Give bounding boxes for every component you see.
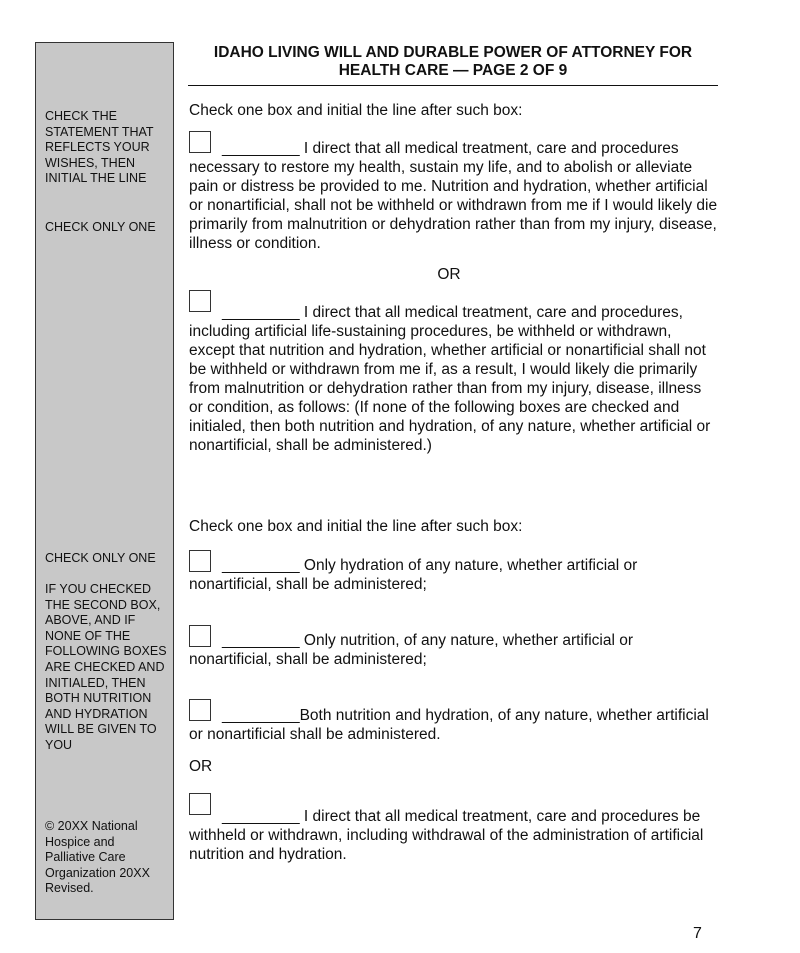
withhold-all-text: _________ I direct that all medical treatment, care and procedures be withheld or withdrawn, including withdrawal of the administration of artificial nutrition and hydration. xyxy=(189,808,704,863)
sidebar-note-check-only-one: CHECK ONLY ONE xyxy=(45,220,156,234)
sidebar-note-second-box: IF YOU CHECKED THE SECOND BOX, ABOVE, AND IF NONE OF THE FOLLOWING BOXES ARE CHECKED AND INITIALED, THEN BOTH NUTRITION AND HYDRATION WILL BE GIVEN TO YOU xyxy=(45,582,167,752)
page-title-line1: IDAHO LIVING WILL AND DURABLE POWER OF ATTORNEY FOR xyxy=(213,44,693,61)
copyright-notice: © 20XX National Hospice and Palliative Care Organization 20XX Revised. xyxy=(45,819,150,896)
or-separator-1: OR xyxy=(437,266,461,283)
option1-text: _________ I direct that all medical treatment, care and procedures necessary to restore my health, sustain my life, and to abolish or alleviate pain or distress be provided to me. Nutrition and hydration, whether artificial or nonartificial, shall not be withheld or withdrawn from me if I would likely die primarily from malnutrition or dehydration rather than from my injury, disease, illness or condition. xyxy=(189,140,718,252)
or-separator-2: OR xyxy=(189,758,213,775)
option2-text: _________ I direct that all medical treatment, care and procedures, including artificial life-sustaining procedures, be withheld or withdrawn, except that nutrition and hydration, whether artificial or nonartificial shall not be withheld or withdrawn from me if, as a result, I would likely die primarily from malnutrition or dehydration rather than from my injury, disease, illness or condition, as follows: (If none of the following boxes are checked and initialed, then both nutrition and hydration, of any nature, whether artificial or nonartificial, shall be administered.) xyxy=(189,304,711,454)
instructions-sidebar xyxy=(35,42,174,920)
nutrition-only-text: _________ Only nutrition, of any nature, whether artificial or nonartificial, shall be administered; xyxy=(189,632,633,668)
section1-instruction: Check one box and initial the line after such box: xyxy=(189,102,523,119)
hydration-only-text: _________ Only hydration of any nature, whether artificial or nonartificial, shall be administered; xyxy=(189,557,638,593)
sidebar-note-check-statement: CHECK THE STATEMENT THAT REFLECTS YOUR WISHES, THEN INITIAL THE LINE xyxy=(45,109,154,186)
both-nutrition-hydration-text: _________Both nutrition and hydration, of any nature, whether artificial or nonartificial shall be administered. xyxy=(189,707,709,743)
title-divider xyxy=(188,85,718,86)
page-title-line2: HEALTH CARE — PAGE 2 OF 9 xyxy=(338,62,568,79)
page-number: 7 xyxy=(693,925,702,942)
page-title xyxy=(188,44,718,80)
section2-instruction: Check one box and initial the line after such box: xyxy=(189,518,523,535)
sidebar-note-check-only-one-2: CHECK ONLY ONE xyxy=(45,551,156,565)
